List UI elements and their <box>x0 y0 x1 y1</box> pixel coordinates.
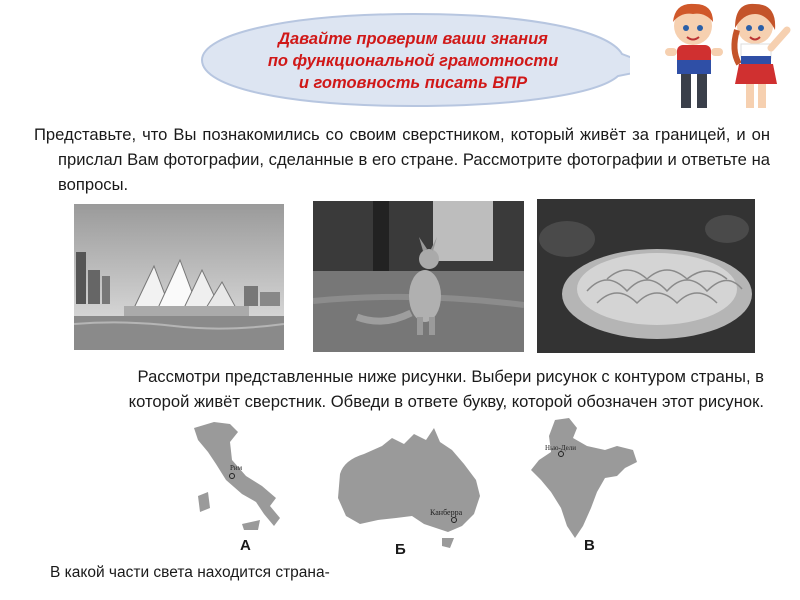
answer-letter-b[interactable]: Б <box>395 541 406 558</box>
question-text: В какой части света находится страна- <box>50 564 330 581</box>
answer-letter-a[interactable]: А <box>240 537 251 554</box>
map-india-city: Нью-Дели <box>545 444 577 452</box>
task-line-2: которой живёт сверстник. Обведи в ответе букву, которой обозначен этот рисунок. <box>128 392 764 411</box>
map-australia-outline[interactable] <box>330 420 490 555</box>
map-italy-outline[interactable] <box>186 420 296 535</box>
coral-reef-photo <box>537 199 755 353</box>
map-australia-city: Канберра <box>430 508 463 517</box>
map-italy-city: Рим <box>230 464 243 472</box>
bubble-line-3: и готовность писать ВПР <box>298 74 528 92</box>
girl-figure <box>734 4 787 108</box>
children-illustration <box>655 0 795 120</box>
boy-figure <box>665 4 723 108</box>
bubble-title <box>230 28 596 94</box>
task-line-1: Рассмотри представленные ниже рисунки. Выбери рисунок с контуром страны, в <box>137 367 764 386</box>
bubble-line-2: по функциональной грамотности <box>267 52 559 70</box>
map-india-outline[interactable] <box>525 416 640 542</box>
answer-letter-v[interactable]: В <box>584 537 595 554</box>
intro-paragraph: Представьте, что Вы познакомились со своим сверстником, который живёт за границей, и он прислал Вам фотографии, сделанные в его стране. Рассмотрите фотографии и ответьте на вопросы. <box>34 125 770 194</box>
sydney-opera-house-photo <box>74 204 284 350</box>
task-paragraph <box>44 364 764 414</box>
kangaroo-photo <box>313 201 524 352</box>
bubble-line-1: Давайте проверим ваши знания <box>278 30 548 48</box>
